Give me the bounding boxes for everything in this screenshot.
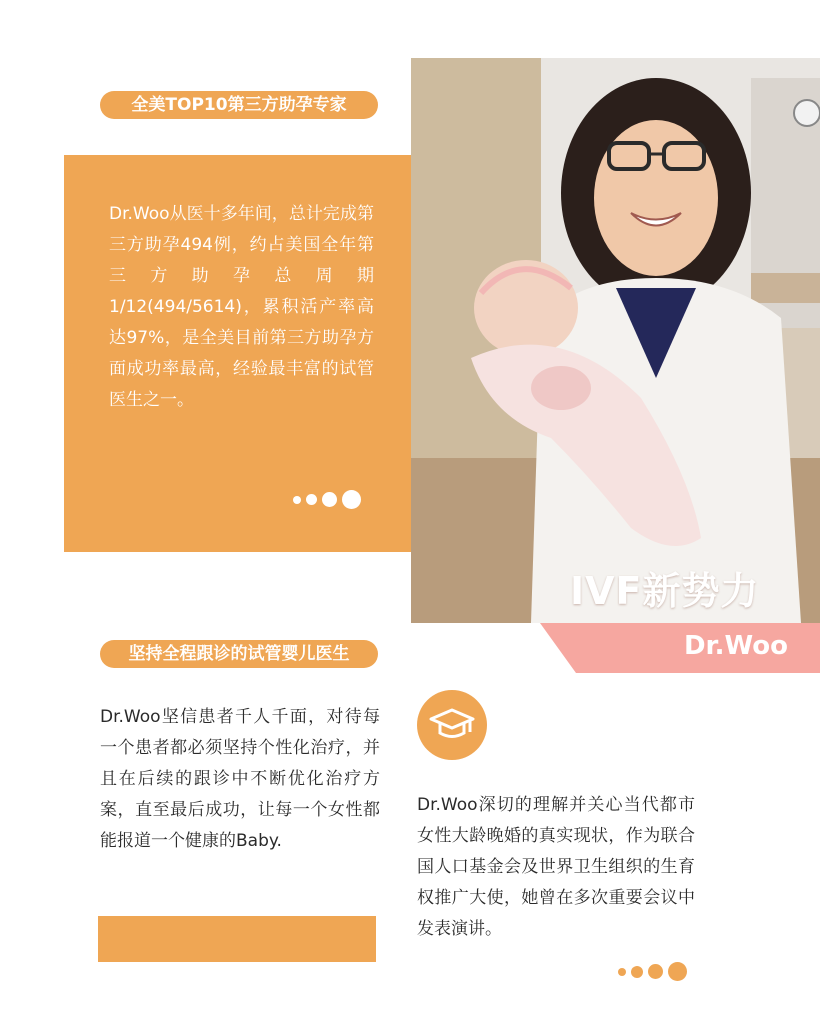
carousel-dot[interactable] xyxy=(322,492,337,507)
section-label-follow-up xyxy=(100,640,378,668)
intro-panel xyxy=(64,155,411,552)
banner-title: IVF新势力 xyxy=(570,569,760,613)
follow-up-paragraph: Dr.Woo坚信患者千人千面，对待每一个患者都必须坚持个性化治疗，并且在后续的跟诊中不断优化治疗方案，直至最后成功，让每一个女性都能报道一个健康的Baby. xyxy=(100,707,380,851)
doctor-photo-illustration xyxy=(411,58,820,623)
section-label-text: 坚持全程跟诊的试管婴儿医生 xyxy=(128,644,350,664)
carousel-dot[interactable] xyxy=(342,490,361,509)
carousel-dots xyxy=(293,490,361,509)
graduation-cap-icon xyxy=(429,708,475,742)
banner-doctor-name: Dr.Woo xyxy=(683,631,788,661)
carousel-dot[interactable] xyxy=(618,968,626,976)
decorative-bar xyxy=(98,916,376,962)
section-label-text: 全美TOP10第三方助孕专家 xyxy=(131,95,347,115)
doctor-photo xyxy=(411,58,820,623)
section-label-top10 xyxy=(100,91,378,119)
carousel-dot[interactable] xyxy=(293,496,301,504)
carousel-dots-bottom xyxy=(618,962,687,981)
intro-paragraph: Dr.Woo从医十多年间，总计完成第三方助孕494例，约占美国全年第三方助孕总周期1/12(494/5614)，累积活产率高达97%，是全美目前第三方助孕方面成功率最高，经验最丰富的试管医生之一。 xyxy=(109,204,374,410)
carousel-dot[interactable] xyxy=(668,962,687,981)
carousel-dot[interactable] xyxy=(306,494,317,505)
graduation-icon-badge xyxy=(417,690,487,760)
carousel-dot[interactable] xyxy=(648,964,663,979)
ambassador-paragraph: Dr.Woo深切的理解并关心当代都市女性大龄晚婚的真实现状，作为联合国人口基金会及世界卫生组织的生育权推广大使，她曾在多次重要会议中发表演讲。 xyxy=(417,795,695,939)
carousel-dot[interactable] xyxy=(631,966,643,978)
